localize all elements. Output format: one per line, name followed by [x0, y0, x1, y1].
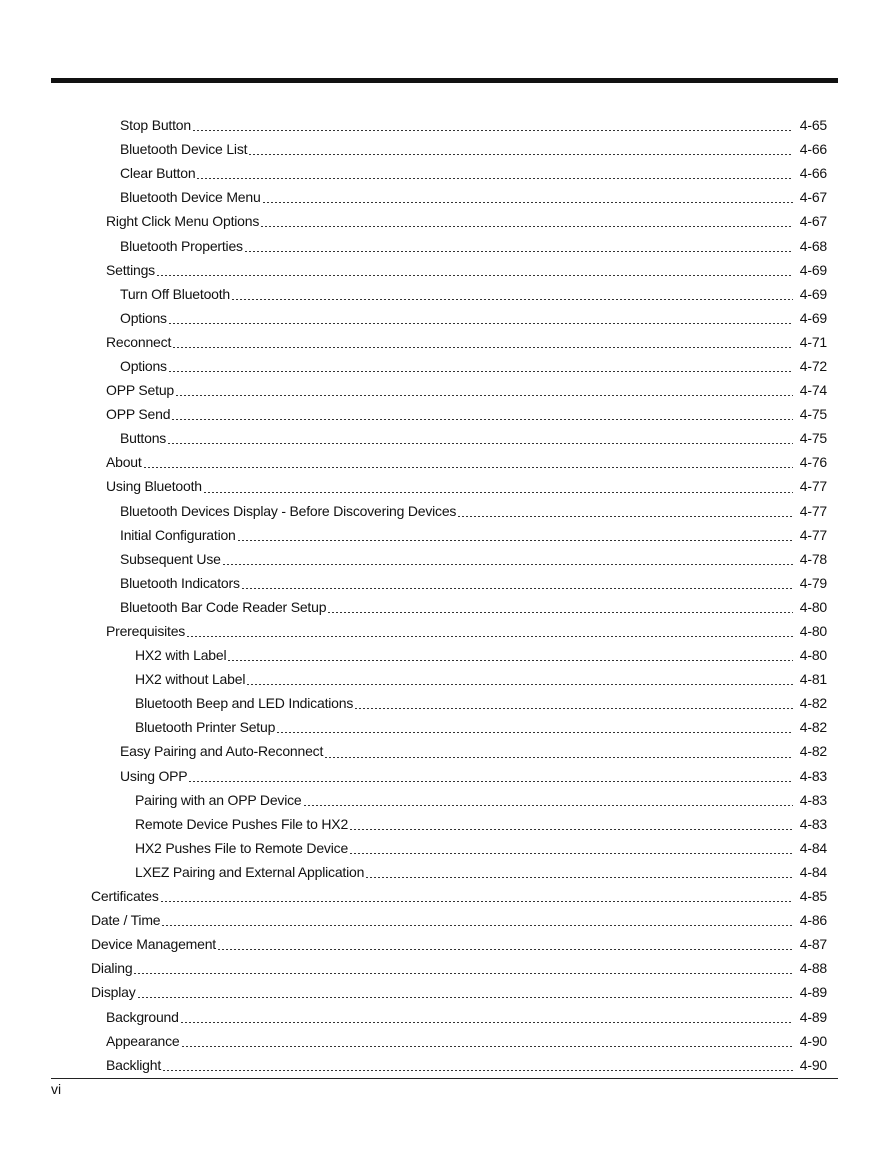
toc-entry-title: Dialing: [91, 960, 133, 977]
toc-entry[interactable]: [0, 1053, 892, 1077]
toc-entry[interactable]: [0, 330, 892, 354]
toc-entry-title: Clear Button: [120, 165, 196, 182]
toc-entry-title: HX2 without Label: [135, 671, 246, 688]
toc-entry-title: Appearance: [106, 1032, 180, 1049]
toc-entry-title: Reconnect: [106, 333, 172, 350]
toc-entry-page: 4-67: [799, 189, 827, 206]
toc-dot-leader: [349, 853, 793, 854]
toc-entry-page: 4-86: [799, 912, 827, 929]
toc-entry[interactable]: [0, 1029, 892, 1053]
toc-entry-page: 4-78: [799, 550, 827, 567]
toc-entry-page: 4-74: [799, 382, 827, 399]
toc-dot-leader: [365, 877, 793, 878]
toc-dot-leader: [244, 251, 793, 252]
toc-dot-leader: [175, 395, 793, 396]
footer-page-number: vi: [51, 1081, 62, 1097]
toc-entry-page: 4-69: [799, 309, 827, 326]
toc-entry[interactable]: [0, 185, 892, 209]
toc-entry-page: 4-67: [799, 213, 827, 230]
toc-entry-title: Buttons: [120, 430, 167, 447]
toc-entry-title: Using Bluetooth: [106, 478, 202, 495]
toc-entry-page: 4-84: [799, 863, 827, 880]
toc-entry-page: 4-83: [799, 815, 827, 832]
toc-entry-title: OPP Send: [106, 406, 171, 423]
toc-entry[interactable]: [0, 619, 892, 643]
toc-dot-leader: [133, 973, 793, 974]
toc-entry[interactable]: [0, 282, 892, 306]
toc-entry[interactable]: [0, 474, 892, 498]
toc-entry[interactable]: [0, 788, 892, 812]
toc-entry-title: Bluetooth Devices Display - Before Discovering Devices: [120, 502, 457, 519]
toc-entry[interactable]: [0, 956, 892, 980]
toc-dot-leader: [227, 660, 793, 661]
toc-entry[interactable]: [0, 547, 892, 571]
toc-entry-page: 4-79: [799, 574, 827, 591]
toc-entry-title: LXEZ Pairing and External Application: [135, 863, 365, 880]
toc-entry-title: About: [106, 454, 142, 471]
toc-entry-title: Easy Pairing and Auto-Reconnect: [120, 743, 324, 760]
toc-entry-page: 4-90: [799, 1032, 827, 1049]
toc-dot-leader: [180, 1022, 793, 1023]
toc-entry[interactable]: [0, 450, 892, 474]
toc-entry-page: 4-66: [799, 141, 827, 158]
toc-entry-title: Background: [106, 1008, 179, 1025]
toc-entry[interactable]: [0, 884, 892, 908]
toc-dot-leader: [137, 997, 793, 998]
toc-dot-leader: [160, 901, 793, 902]
toc-entry[interactable]: [0, 137, 892, 161]
toc-entry-page: 4-65: [799, 117, 827, 134]
table-of-contents: [0, 113, 892, 1077]
toc-entry-page: 4-89: [799, 984, 827, 1001]
toc-dot-leader: [168, 371, 793, 372]
toc-entry-page: 4-88: [799, 960, 827, 977]
footer-rule: [51, 1078, 838, 1079]
toc-entry[interactable]: [0, 691, 892, 715]
toc-entry[interactable]: [0, 378, 892, 402]
toc-entry[interactable]: [0, 113, 892, 137]
toc-entry-page: 4-82: [799, 719, 827, 736]
toc-entry-page: 4-87: [799, 936, 827, 953]
toc-dot-leader: [192, 130, 793, 131]
toc-dot-leader: [222, 564, 793, 565]
toc-dot-leader: [324, 757, 793, 758]
toc-entry-page: 4-81: [799, 671, 827, 688]
toc-dot-leader: [303, 805, 793, 806]
toc-entry-title: Certificates: [91, 888, 159, 905]
toc-entry-title: Prerequisites: [106, 623, 186, 640]
toc-entry[interactable]: [0, 739, 892, 763]
toc-dot-leader: [196, 178, 793, 179]
toc-entry-page: 4-83: [799, 767, 827, 784]
toc-entry-title: Bluetooth Device List: [120, 141, 248, 158]
toc-entry[interactable]: [0, 836, 892, 860]
toc-entry-page: 4-72: [799, 357, 827, 374]
toc-dot-leader: [181, 1046, 793, 1047]
toc-dot-leader: [167, 443, 793, 444]
toc-entry-page: 4-77: [799, 526, 827, 543]
toc-entry-page: 4-83: [799, 791, 827, 808]
toc-entry-page: 4-77: [799, 478, 827, 495]
toc-entry[interactable]: [0, 1004, 892, 1028]
toc-entry-page: 4-85: [799, 888, 827, 905]
toc-entry-title: Bluetooth Properties: [120, 237, 243, 254]
toc-entry-title: Pairing with an OPP Device: [135, 791, 302, 808]
toc-entry-title: Right Click Menu Options: [106, 213, 260, 230]
toc-entry-page: 4-80: [799, 623, 827, 640]
toc-entry[interactable]: [0, 161, 892, 185]
toc-dot-leader: [171, 419, 793, 420]
toc-entry[interactable]: [0, 571, 892, 595]
toc-dot-leader: [217, 949, 793, 950]
toc-entry-page: 4-89: [799, 1008, 827, 1025]
toc-entry[interactable]: [0, 932, 892, 956]
toc-entry-title: Settings: [106, 261, 155, 278]
toc-entry-title: Using OPP: [120, 767, 188, 784]
toc-entry[interactable]: [0, 233, 892, 257]
toc-entry-page: 4-66: [799, 165, 827, 182]
toc-entry-title: Display: [91, 984, 136, 1001]
toc-entry-title: Device Management: [91, 936, 216, 953]
toc-entry-title: Stop Button: [120, 117, 191, 134]
toc-entry-page: 4-80: [799, 598, 827, 615]
toc-entry-title: Remote Device Pushes File to HX2: [135, 815, 349, 832]
toc-entry-page: 4-69: [799, 285, 827, 302]
toc-dot-leader: [172, 347, 793, 348]
toc-entry-page: 4-75: [799, 430, 827, 447]
toc-entry[interactable]: [0, 715, 892, 739]
toc-entry-title: Bluetooth Device Menu: [120, 189, 261, 206]
toc-entry[interactable]: [0, 426, 892, 450]
toc-entry[interactable]: [0, 667, 892, 691]
toc-dot-leader: [276, 732, 793, 733]
toc-dot-leader: [262, 202, 793, 203]
toc-dot-leader: [168, 323, 793, 324]
toc-entry-page: 4-69: [799, 261, 827, 278]
toc-dot-leader: [248, 154, 793, 155]
toc-entry[interactable]: [0, 764, 892, 788]
toc-dot-leader: [186, 636, 793, 637]
toc-dot-leader: [354, 708, 793, 709]
toc-entry-title: Bluetooth Bar Code Reader Setup: [120, 598, 327, 615]
toc-dot-leader: [161, 925, 793, 926]
toc-entry-page: 4-82: [799, 695, 827, 712]
toc-entry[interactable]: [0, 258, 892, 282]
toc-entry-page: 4-90: [799, 1056, 827, 1073]
toc-entry-page: 4-76: [799, 454, 827, 471]
toc-entry-title: Backlight: [106, 1056, 162, 1073]
toc-dot-leader: [241, 588, 793, 589]
toc-entry-page: 4-68: [799, 237, 827, 254]
toc-dot-leader: [349, 829, 793, 830]
toc-dot-leader: [457, 516, 793, 517]
toc-entry[interactable]: [0, 499, 892, 523]
toc-dot-leader: [162, 1070, 793, 1071]
toc-entry[interactable]: [0, 306, 892, 330]
toc-entry-title: Initial Configuration: [120, 526, 236, 543]
toc-entry-title: Date / Time: [91, 912, 161, 929]
toc-entry-title: HX2 Pushes File to Remote Device: [135, 839, 349, 856]
toc-entry-page: 4-80: [799, 647, 827, 664]
toc-entry-title: Bluetooth Printer Setup: [135, 719, 276, 736]
toc-entry[interactable]: [0, 402, 892, 426]
toc-entry-title: Bluetooth Beep and LED Indications: [135, 695, 354, 712]
toc-entry-title: Options: [120, 357, 167, 374]
toc-entry[interactable]: [0, 812, 892, 836]
toc-entry-page: 4-82: [799, 743, 827, 760]
toc-entry[interactable]: [0, 643, 892, 667]
toc-entry[interactable]: [0, 908, 892, 932]
toc-entry[interactable]: [0, 860, 892, 884]
toc-dot-leader: [327, 612, 793, 613]
toc-dot-leader: [246, 684, 793, 685]
toc-entry-title: Subsequent Use: [120, 550, 221, 567]
toc-dot-leader: [203, 492, 793, 493]
toc-entry-page: 4-75: [799, 406, 827, 423]
toc-entry-title: OPP Setup: [106, 382, 174, 399]
toc-entry-title: HX2 with Label: [135, 647, 227, 664]
toc-dot-leader: [260, 226, 793, 227]
toc-entry-title: Options: [120, 309, 167, 326]
toc-dot-leader: [143, 467, 793, 468]
toc-entry[interactable]: [0, 523, 892, 547]
header-rule: [51, 78, 838, 83]
toc-entry-page: 4-77: [799, 502, 827, 519]
toc-entry[interactable]: [0, 595, 892, 619]
toc-entry[interactable]: [0, 354, 892, 378]
toc-entry[interactable]: [0, 209, 892, 233]
toc-dot-leader: [231, 299, 793, 300]
toc-entry-page: 4-71: [799, 333, 827, 350]
toc-entry[interactable]: [0, 980, 892, 1004]
toc-dot-leader: [188, 781, 793, 782]
toc-dot-leader: [237, 540, 793, 541]
toc-entry-title: Bluetooth Indicators: [120, 574, 240, 591]
toc-entry-title: Turn Off Bluetooth: [120, 285, 231, 302]
toc-entry-page: 4-84: [799, 839, 827, 856]
toc-dot-leader: [156, 275, 793, 276]
